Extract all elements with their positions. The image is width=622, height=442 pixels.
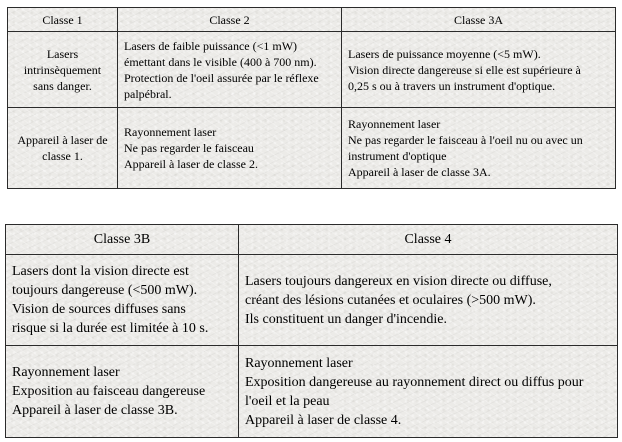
text-line: risque si la durée est limitée à 10 s. <box>12 321 209 336</box>
text-line: Protection de l'oeil assurée par le réflexe <box>124 70 319 85</box>
table2-header-row <box>6 225 618 255</box>
text-line: Lasers de faible puissance (<1 mW) <box>124 38 298 53</box>
text-line: Appareil à laser de classe 3A. <box>348 165 491 179</box>
text-line: Exposition dangereuse au rayonnement direct ou diffus pour <box>245 374 584 390</box>
text-line: Ne pas regarder le faisceau à l'oeil nu ou avec un <box>348 133 583 147</box>
classe-3a-description <box>342 32 616 108</box>
header-classe-1: Classe 1 <box>8 8 118 32</box>
text-line: Appareil à laser de classe 4. <box>245 412 402 428</box>
text-line: sans danger. <box>33 78 92 93</box>
text-line: Appareil à laser de classe 2. <box>124 157 258 171</box>
text-line: toujours dangereuse (<500 mW). <box>12 283 198 298</box>
laser-classes-table-1 <box>7 7 616 189</box>
classe-1-description <box>8 32 118 108</box>
text-line: Rayonnement laser <box>12 365 120 380</box>
text-line: Appareil à laser de <box>17 133 108 147</box>
text-line: créant des lésions cutanées et oculaires (>500 mW). <box>245 292 536 308</box>
text-line: Lasers <box>46 46 79 61</box>
table1-description-row <box>8 32 616 108</box>
text-line: Rayonnement laser <box>348 117 441 131</box>
header-classe-3b: Classe 3B <box>6 225 239 255</box>
text-line: Lasers de puissance moyenne (<5 mW). <box>348 46 541 61</box>
classe-4-description <box>239 255 618 346</box>
table2-label-row <box>6 346 618 438</box>
classe-2-label <box>118 108 342 189</box>
classe-3a-label <box>342 108 616 189</box>
text-line: palpébral. <box>124 86 172 101</box>
classe-4-label <box>239 346 618 438</box>
text-line: l'oeil et la peau <box>245 393 330 409</box>
text-line: Rayonnement laser <box>124 125 217 139</box>
text-line: Rayonnement laser <box>245 355 353 371</box>
classe-2-description <box>118 32 342 108</box>
classe-1-label <box>8 108 118 189</box>
text-line: 0,25 s ou à travers un instrument d'optique. <box>348 78 556 93</box>
text-line: Lasers toujours dangereux en vision directe ou diffuse, <box>245 273 552 289</box>
table2-description-row <box>6 255 618 346</box>
text-line: Vision directe dangereuse si elle est supérieure à <box>348 62 581 77</box>
text-line: Ils constituent un danger d'incendie. <box>245 311 447 327</box>
header-classe-4: Classe 4 <box>239 225 618 255</box>
classe-3b-label <box>6 346 239 438</box>
classe-3b-description <box>6 255 239 346</box>
text-line: intrinsèquement <box>23 62 102 77</box>
text-line: instrument d'optique <box>348 149 447 163</box>
table1-label-row <box>8 108 616 189</box>
text-line: émettant dans le visible (400 à 700 nm). <box>124 54 317 69</box>
text-line: Appareil à laser de classe 3B. <box>12 403 178 418</box>
text-line: classe 1. <box>42 149 83 163</box>
text-line: Lasers dont la vision directe est <box>12 264 189 279</box>
header-classe-3a: Classe 3A <box>342 8 616 32</box>
text-line: Vision de sources diffuses sans <box>12 302 186 317</box>
text-line: Ne pas regarder le faisceau <box>124 141 254 155</box>
laser-classes-table-2 <box>5 224 618 438</box>
header-classe-2: Classe 2 <box>118 8 342 32</box>
text-line: Exposition au faisceau dangereuse <box>12 384 206 399</box>
table1-header-row <box>8 8 616 32</box>
